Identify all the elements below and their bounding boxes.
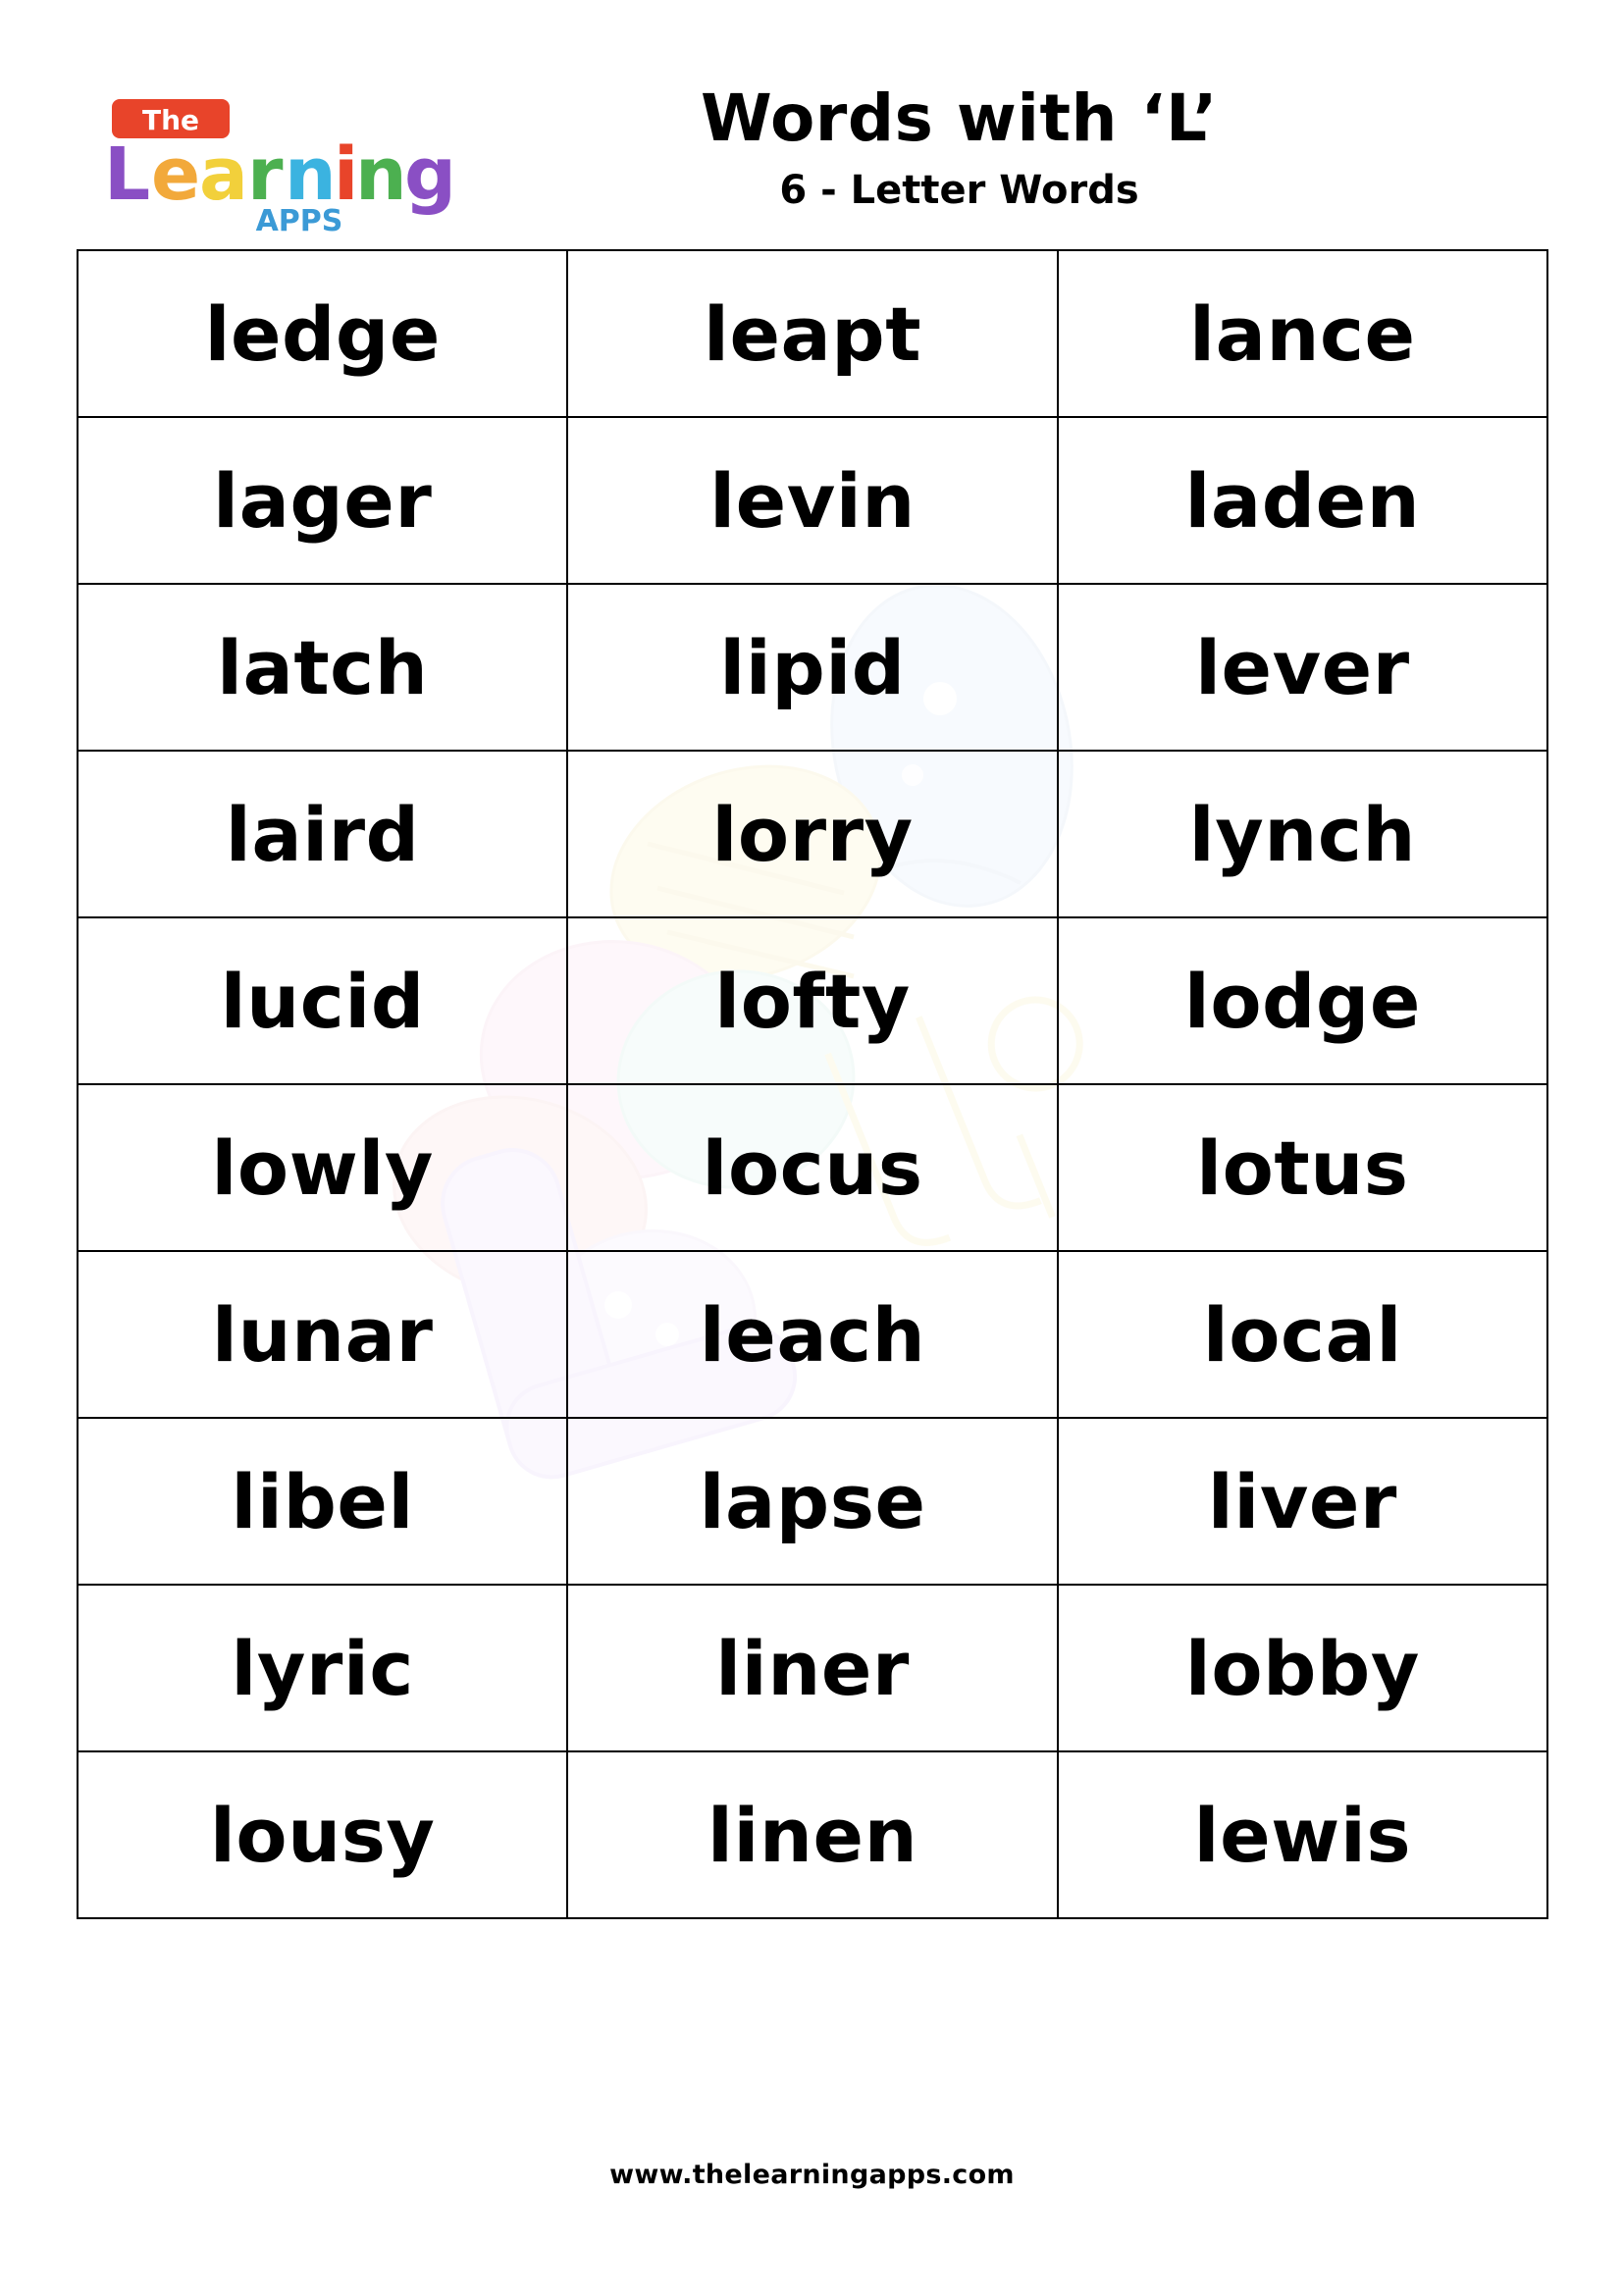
word-cell: laden [1058,417,1547,584]
svg-text:g: g [404,132,456,217]
word-cell: lager [78,417,567,584]
word-cell: lobby [1058,1585,1547,1751]
table-row [78,584,1547,751]
word-cell: lewis [1058,1751,1547,1918]
word-cell: locus [567,1084,1057,1251]
table-row [78,751,1547,917]
table-row [78,1251,1547,1418]
table-row [78,917,1547,1084]
svg-text:e: e [151,132,201,217]
brand-logo [0,93,456,240]
website-url: www.thelearningapps.com [609,2160,1015,2190]
table-row [78,1585,1547,1751]
page-footer [0,2160,1624,2190]
word-cell: local [1058,1251,1547,1418]
word-cell: latch [78,584,567,751]
word-cell: liner [567,1585,1057,1751]
table-row [78,1418,1547,1585]
word-cell: lotus [1058,1084,1547,1251]
page-header [0,0,1624,235]
svg-text:i: i [334,132,359,217]
svg-text:APPS: APPS [255,204,343,235]
word-cell: libel [78,1418,567,1585]
table-row [78,417,1547,584]
word-cell: leach [567,1251,1057,1418]
word-cell: lousy [78,1751,567,1918]
word-cell: lynch [1058,751,1547,917]
word-cell: lunar [78,1251,567,1418]
word-cell: levin [567,417,1057,584]
title-block [412,80,1624,213]
word-cell: lucid [78,917,567,1084]
word-cell: lever [1058,584,1547,751]
page-subtitle: 6 - Letter Words [779,167,1139,213]
word-cell: leapt [567,250,1057,417]
word-cell: lapse [567,1418,1057,1585]
word-cell: lipid [567,584,1057,751]
word-table-body [78,250,1547,1918]
svg-text:r: r [247,132,284,217]
svg-text:a: a [199,132,248,217]
word-cell: lorry [567,751,1057,917]
word-cell: lodge [1058,917,1547,1084]
word-cell: linen [567,1751,1057,1918]
word-cell: liver [1058,1418,1547,1585]
svg-text:n: n [285,132,337,217]
svg-text:n: n [355,132,407,217]
table-row [78,1084,1547,1251]
word-cell: ledge [78,250,567,417]
word-cell: lyric [78,1585,567,1751]
word-table [77,249,1548,1919]
table-row [78,250,1547,417]
svg-text:L: L [104,132,151,217]
word-cell: laird [78,751,567,917]
table-row [78,1751,1547,1918]
word-cell: lowly [78,1084,567,1251]
learning-apps-logo-icon [98,93,471,235]
word-cell: lofty [567,917,1057,1084]
word-table-container [77,249,1547,1919]
svg-text:The: The [141,104,200,136]
page-title: Words with ‘L’ [701,80,1218,156]
word-cell: lance [1058,250,1547,417]
